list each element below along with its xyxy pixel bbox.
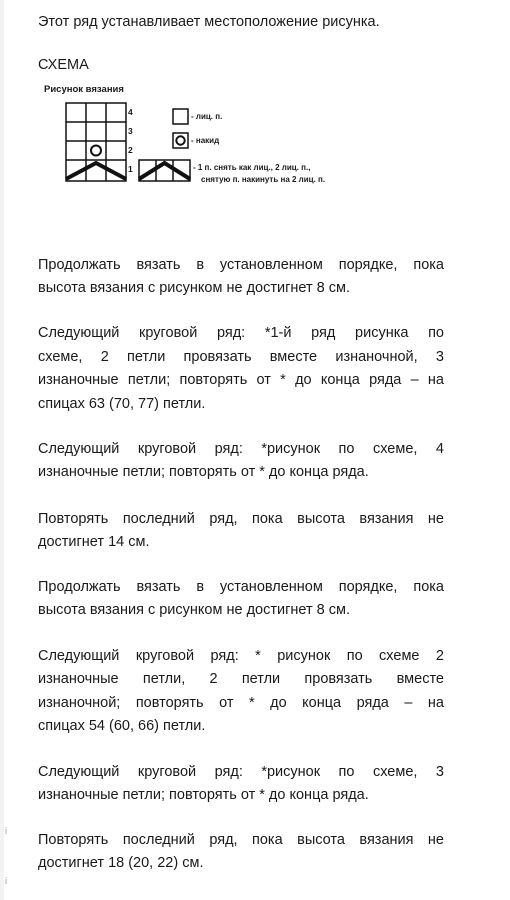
row-number-1: 1 <box>128 164 133 174</box>
row-number-2: 2 <box>128 145 133 155</box>
paragraph-8-line-1: Повторять последний ряд, пока высота вязания не <box>38 832 444 848</box>
chart-yarn-over-symbol <box>91 146 101 156</box>
margin-mark: і <box>5 876 7 886</box>
paragraph-3-line-1: Следующий круговой ряд: *рисунок по схеме, 4 <box>38 441 444 457</box>
paragraph-5-line-1: Продолжать вязать в установленном порядке, пока <box>38 579 444 595</box>
paragraph-7-line-2: изнаночные петли; повторять от * до конца ряда. <box>38 787 369 803</box>
legend-decrease-label-line1: - 1 п. снять как лиц., 2 лиц. п., <box>193 163 311 172</box>
paragraph-1-line-2: высота вязания с рисунком не достигнет 8 см. <box>38 280 350 296</box>
diagram-title: Рисунок вязания <box>44 84 124 95</box>
paragraph-2-line-2: схеме, 2 петли провязать вместе изнаночной, 3 <box>38 349 444 365</box>
paragraph-4-line-1: Повторять последний ряд, пока высота вязания не <box>38 511 444 527</box>
paragraph-7-line-1: Следующий круговой ряд: *рисунок по схеме, 3 <box>38 764 444 780</box>
schema-heading: СХЕМА <box>38 57 89 73</box>
legend-knit-label: - лиц. п. <box>191 112 223 121</box>
paragraph-2-line-1: Следующий круговой ряд: *1-й ряд рисунка по <box>38 325 444 341</box>
paragraph-5-line-2: высота вязания с рисунком не достигнет 8 см. <box>38 602 350 618</box>
paragraph-6-line-3: изнаночной; повторять от * до конца ряда – на <box>38 695 444 711</box>
paragraph-4-line-2: достигнет 14 см. <box>38 534 150 550</box>
chart-decrease-symbol <box>66 163 126 179</box>
intro-text: Этот ряд устанавливает местоположение рисунка. <box>38 14 380 30</box>
legend-yarn-over-label: - накид <box>191 136 220 145</box>
paragraph-2-line-3: изнаночные петли; повторять от * до конца ряда – на <box>38 372 444 388</box>
paragraph-6-line-4: спицах 54 (60, 66) петли. <box>38 718 206 734</box>
legend-decrease-symbol <box>139 163 190 179</box>
row-number-4: 4 <box>128 107 133 117</box>
paragraph-8-line-2: достигнет 18 (20, 22) см. <box>38 855 204 871</box>
legend-knit-symbol <box>173 109 188 124</box>
paragraph-2-line-4: спицах 63 (70, 77) петли. <box>38 396 206 412</box>
margin-mark: і <box>5 826 7 836</box>
legend-yarn-over-box <box>173 133 188 148</box>
row-number-3: 3 <box>128 126 133 136</box>
legend-yarn-over-symbol <box>176 136 184 144</box>
paragraph-6-line-1: Следующий круговой ряд: * рисунок по схеме 2 <box>38 648 444 664</box>
chart-grid <box>66 103 126 181</box>
paragraph-3-line-2: изнаночные петли; повторять от * до конца ряда. <box>38 464 369 480</box>
paragraph-1-line-1: Продолжать вязать в установленном порядке, пока <box>38 257 444 273</box>
paragraph-6-line-2: изнаночные петли, 2 петли провязать вместе <box>38 671 444 687</box>
legend-decrease-label-line2: снятую п. накинуть на 2 лиц. п. <box>201 175 326 184</box>
